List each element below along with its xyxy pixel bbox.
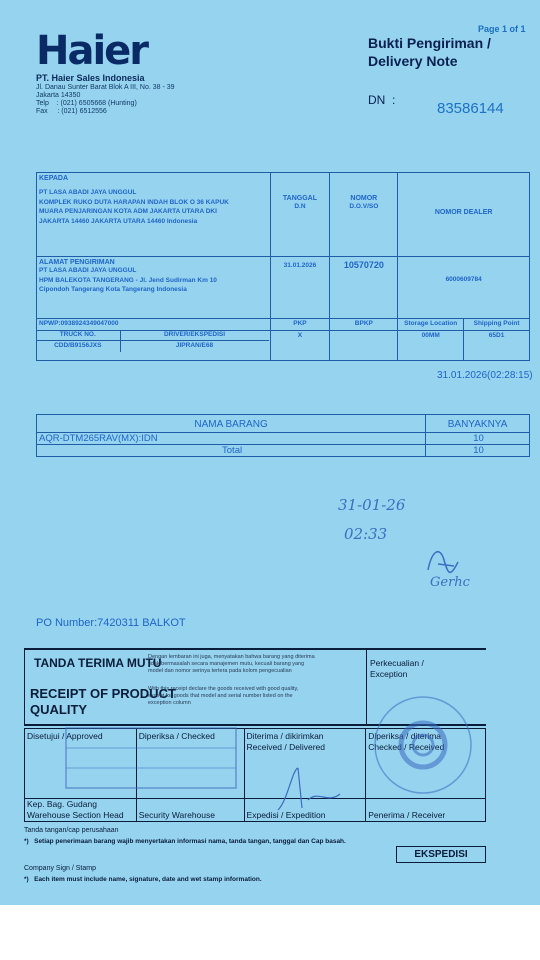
date-value-cell — [270, 257, 330, 319]
company-stamp — [368, 690, 478, 800]
col-qty-label: BANYAKNYA — [447, 419, 508, 430]
col-name-label: NAMA BARANG — [194, 419, 268, 430]
dealer-value-cell — [398, 257, 530, 319]
footer-line-4: *) Each item must include name, signature, date and wet stamp information. — [24, 876, 262, 883]
dn-number: 83586144 — [437, 100, 504, 117]
dealer-label: NOMOR DEALER — [434, 209, 493, 216]
total-qty-cell — [426, 445, 530, 457]
handwritten-time: 02:33 — [344, 525, 388, 543]
receipt-text-line: exception column — [148, 700, 191, 706]
nomor-cell — [330, 173, 398, 257]
npwp-cell — [37, 319, 271, 331]
nomor-value-cell — [330, 257, 398, 319]
footer-line-2: *) Setiap penerimaan barang wajib menyertakan informasi nama, tanda tangan, tanggal dan Cap basah. — [24, 838, 346, 845]
truck-label: TRUCK NO. — [59, 331, 96, 338]
pkp-value-cell — [270, 331, 330, 361]
print-timestamp: 31.01.2026(02:28:15) — [437, 370, 533, 381]
pkp-label: PKP — [293, 320, 307, 327]
phone-line: Telp : (021) 6505668 (Hunting) — [36, 100, 137, 107]
kepada-line: JAKARTA 14460 JAKARTA UTARA 14460 Indonesia — [39, 217, 198, 225]
receipt-text-id — [148, 654, 360, 675]
receipt-title-id: TANDA TERIMA MUTU — [34, 656, 162, 670]
kepada-line: MUARA PENJARINGAN KOTA ADM JAKARTA UTARA DKI — [39, 208, 217, 215]
exception-label — [370, 658, 424, 680]
haier-logo: Haier — [36, 28, 148, 74]
delivery-signature — [268, 760, 348, 820]
shipping-label: Shipping Point — [473, 320, 520, 327]
total-label: Total — [222, 445, 243, 456]
kepada-line: PT LASA ABADI JAYA UNGGUL — [39, 189, 137, 196]
alamat-line: HPM BALEKOTA TANGERANG - Jl. Jend Sudirman Km 10 — [39, 276, 217, 284]
footer-line-1: Tanda tangan/cap perusahaan — [24, 827, 119, 834]
delivered-label-1: Diterima / dikirimkan — [246, 731, 324, 741]
pkp-head — [270, 319, 330, 331]
truck-value-cell — [36, 340, 120, 352]
receipt-title-en-1: RECEIPT OF PRODUCT — [30, 686, 176, 701]
driver-value-cell — [120, 340, 269, 352]
foot-2-label: Security Warehouse — [138, 810, 215, 820]
foot-4-label: Penerima / Receiver — [368, 810, 446, 820]
tanggal-cell — [270, 173, 330, 257]
foot-2-cell — [136, 799, 244, 822]
page-indicator: Page 1 of 1 — [478, 24, 526, 34]
receipt-text-line: Dengan lembaran ini juga, menyatakan bahwa barang yang diterima — [148, 654, 315, 660]
alamat-line: Cipondoh Tangerang Kota Tangerang Indonesia — [39, 286, 187, 293]
doc-title-en: Delivery Note — [368, 53, 458, 69]
signature-scribble — [420, 540, 464, 584]
shipping-value-cell — [464, 331, 530, 361]
company-name: PT. Haier Sales Indonesia — [36, 73, 145, 83]
address-line: Jl. Danau Sunter Barat Blok A III, No. 38 - 39 — [36, 84, 175, 91]
exception-label-id: Perkecualian / — [370, 658, 424, 668]
doc-title — [368, 34, 491, 70]
shipping-head — [464, 319, 530, 331]
alamat-line: PT LASA ABADI JAYA UNGGUL — [39, 267, 137, 274]
storage-value: 00MM — [421, 332, 440, 339]
total-label-cell — [37, 445, 426, 457]
bpkp-head — [330, 319, 398, 331]
table-row — [37, 433, 530, 445]
bpkp-value-cell — [330, 331, 398, 361]
exception-label-en: Exception — [370, 669, 408, 679]
truck-head — [36, 330, 120, 340]
receipt-text-en — [148, 686, 360, 707]
receipt-title-en-2: QUALITY — [30, 702, 88, 717]
item-name: AQR-DTM265RAV(MX):IDN — [39, 433, 158, 444]
warehouse-stamp — [62, 724, 242, 794]
divider — [24, 648, 486, 650]
doc-title-id: Bukti Pengiriman / — [368, 35, 491, 51]
approved-label: Disetujui / Approved — [27, 731, 103, 741]
driver-label: DRIVER/EKSPEDISI — [163, 331, 226, 338]
po-number: PO Number:7420311 BALKOT — [36, 617, 186, 629]
fax-line: Fax : (021) 6512556 — [36, 108, 107, 115]
driver-value: JIPRAN/E68 — [175, 341, 214, 349]
item-qty: 10 — [473, 433, 484, 444]
date-value: 31.01.2026 — [283, 262, 317, 269]
bpkp-label: BPKP — [354, 320, 373, 327]
alamat-cell — [37, 257, 271, 319]
npwp-value: NPWP:0938924349047000 — [39, 320, 119, 327]
received-label-2: Checked / Received — [368, 742, 445, 752]
truck-driver-cell — [37, 331, 271, 361]
foot-3-label: Expedisi / Expedition — [246, 810, 326, 820]
col-name-head — [37, 415, 426, 433]
divider — [366, 648, 367, 726]
foot-1a-label: Kep. Bag. Gudang — [27, 799, 97, 809]
tanggal-sub: D.N — [294, 203, 306, 210]
storage-value-cell — [398, 331, 464, 361]
footer-line-3: Company Sign / Stamp — [24, 865, 96, 872]
kepada-cell — [37, 173, 271, 257]
receipt-text-line: model dan nomor serinya tertera pada kolom pengecualian — [148, 668, 292, 674]
handwritten-signature: Gerhc — [430, 575, 470, 590]
receipt-text-line: With this receipt declare the goods received with good quality, — [148, 686, 299, 692]
ekspedisi-box: EKSPEDISI — [396, 846, 486, 863]
tanggal-label: TANGGAL — [282, 195, 317, 202]
foot-4-cell — [366, 799, 486, 822]
received-label-1: Diperiksa / diterima — [368, 731, 442, 741]
storage-head — [398, 319, 464, 331]
divider — [24, 648, 25, 726]
col-qty-head — [426, 415, 530, 433]
alamat-label: ALAMAT PENGIRIMAN — [39, 259, 115, 266]
dealer-value: 6000609784 — [445, 276, 482, 283]
pkp-value: X — [297, 332, 303, 339]
truck-driver-table — [36, 330, 269, 352]
dn-label: DN : — [368, 93, 396, 107]
nomor-label: NOMOR — [350, 195, 378, 202]
items-table — [36, 414, 530, 457]
nomor-value: 10570720 — [343, 260, 384, 270]
address-line: Jakarta 14350 — [36, 92, 81, 99]
recipient-table — [36, 172, 530, 361]
receipt-text-line: tidak bermasalah secara manajemen mutu, kecuali barang yang — [148, 661, 305, 667]
total-qty: 10 — [473, 445, 484, 456]
kepada-line: KOMPLEK RUKO DUTA HARAPAN INDAH BLOK O 36 KAPUK — [39, 198, 229, 206]
driver-head — [120, 330, 269, 340]
item-name-cell — [37, 433, 426, 445]
delivered-label-2: Received / Delivered — [246, 742, 325, 752]
foot-1-cell — [25, 799, 137, 822]
foot-1b-label: Warehouse Section Head — [27, 810, 124, 820]
checked-label: Diperiksa / Checked — [138, 731, 215, 741]
item-qty-cell — [426, 433, 530, 445]
handwritten-date: 31-01-26 — [338, 496, 406, 514]
shipping-value: 65D1 — [488, 332, 505, 339]
receipt-text-line: except for goods that model and serial number listed on the — [148, 693, 293, 699]
kepada-label: KEPADA — [39, 175, 69, 182]
truck-value: CDD/B9156JXS — [54, 341, 102, 349]
storage-label: Storage Location — [404, 320, 458, 327]
dealer-cell — [398, 173, 530, 257]
nomor-sub: D.O.V/SO — [349, 203, 379, 210]
